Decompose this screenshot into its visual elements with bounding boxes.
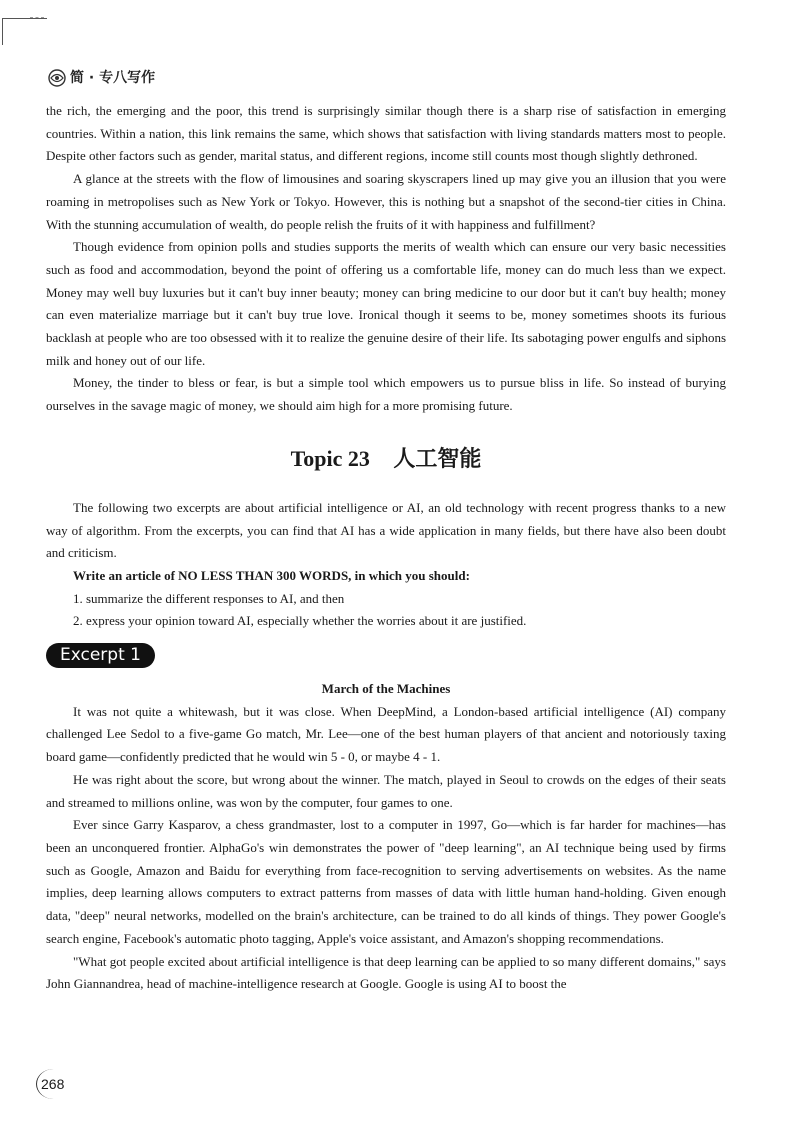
page-header <box>0 0 800 100</box>
crop-mark <box>2 18 47 45</box>
article-paragraph: "What got people excited about artificial intelligence is that deep learning can be applied to so many different domains," says John Giannandrea, head of machine-intelligence research at Google. Google is using AI to boost the <box>46 953 726 992</box>
topic-heading <box>46 444 726 475</box>
paragraph: Money, the tinder to bless or fear, is but a simple tool which empowers us to pursue bliss in life. So instead of burying ourselves in the savage magic of money, we should aim high for a more promising future. <box>46 375 726 414</box>
task-item: 2. express your opinion toward AI, especially whether the worries about it are justified. <box>73 613 527 629</box>
article-paragraph: Ever since Garry Kasparov, a chess grandmaster, lost to a computer in 1997, Go—which is far harder for machines—has been an unconquered frontier. AlphaGo's win demonstrates the power of "deep learning", an AI technique being used by firms such as Google, Amazon and Baidu for everything from face-recognition to serving advertisements on websites. As the name implies, deep learning allows computers to extract patterns from masses of data with little human hand-holding. Given enough data, "deep" neural networks, modelled on the brain's architecture, can be trained to do all kinds of things. They power Google's search engine, Facebook's automatic photo tagging, Apple's voice assistant, and Amazon's shopping recommendations. <box>46 817 726 946</box>
paragraph: Though evidence from opinion polls and studies supports the merits of wealth which can ensure our very basic necessities such as food and accommodation, beyond the point of offering us a comfortable life, money can do much less than we expect. Money may well buy luxuries but it can't buy inner beauty; money can bring medicine to our door but it can't buy health; money can even materialize marriage but it can't buy true love. Ironical though it seems to be, money sometimes shoots its furious backlash at people who are too obsessed with it to realize the genuine desire of their life. Its sabotaging power engulfs and siphons milk and honey out of our life. <box>46 239 726 368</box>
page-number: 268 <box>36 1069 71 1099</box>
task-item: 1. summarize the different responses to AI, and then <box>73 590 345 606</box>
topic-intro: The following two excerpts are about artificial intelligence or AI, an old technology with recent progress thanks to a new way of algorithm. From the excerpts, you can find that AI has a wide application in many fields, but there have also been doubt and criticism. <box>46 499 726 561</box>
writing-instruction: Write an article of NO LESS THAN 300 WORDS, in which you should: <box>73 567 470 583</box>
article-paragraph: It was not quite a whitewash, but it was close. When DeepMind, a London-based artificial intelligence (AI) company challenged Lee Sedol to a five-game Go match, Mr. Lee—one of the best human players of that ancient and notoriously taxing board game—confidently predicted that he would win 5 - 0, or maybe 4 - 1. <box>46 703 726 765</box>
book-logo-icon <box>46 68 68 88</box>
paragraph: A glance at the streets with the flow of limousines and soaring skyscrapers lined up may give you an illusion that you were roaming in metropolises such as New York or Tokyo. However, this is nothing but a snapshot of the second-tier cities in China. With the stunning accumulation of wealth, do people relish the fruits of it with happiness and fulfillment? <box>46 171 726 232</box>
crop-dash <box>30 17 44 18</box>
topic-label: Topic 23 <box>290 445 370 471</box>
excerpt-badge: Excerpt 1 <box>46 643 155 668</box>
article-paragraph: He was right about the score, but wrong about the winner. The match, played in Seoul to crowds on the edges of their seats and streamed to millions online, was won by the computer, four games to one. <box>46 771 726 810</box>
page-content <box>46 100 726 996</box>
header-title: 简 · 专八写作 <box>70 70 156 86</box>
topic-cn-title: 人工智能 <box>393 446 482 472</box>
paragraph: the rich, the emerging and the poor, this trend is surprisingly similar though there is a sharp rise of satisfaction in emerging countries. Within a nation, this link remains the same, which shows that satisfaction with living standards matters most to people. Despite other factors such as gender, marital status, and different regions, income still counts most though slightly dethroned. <box>46 103 726 164</box>
article-title: March of the Machines <box>321 681 451 697</box>
